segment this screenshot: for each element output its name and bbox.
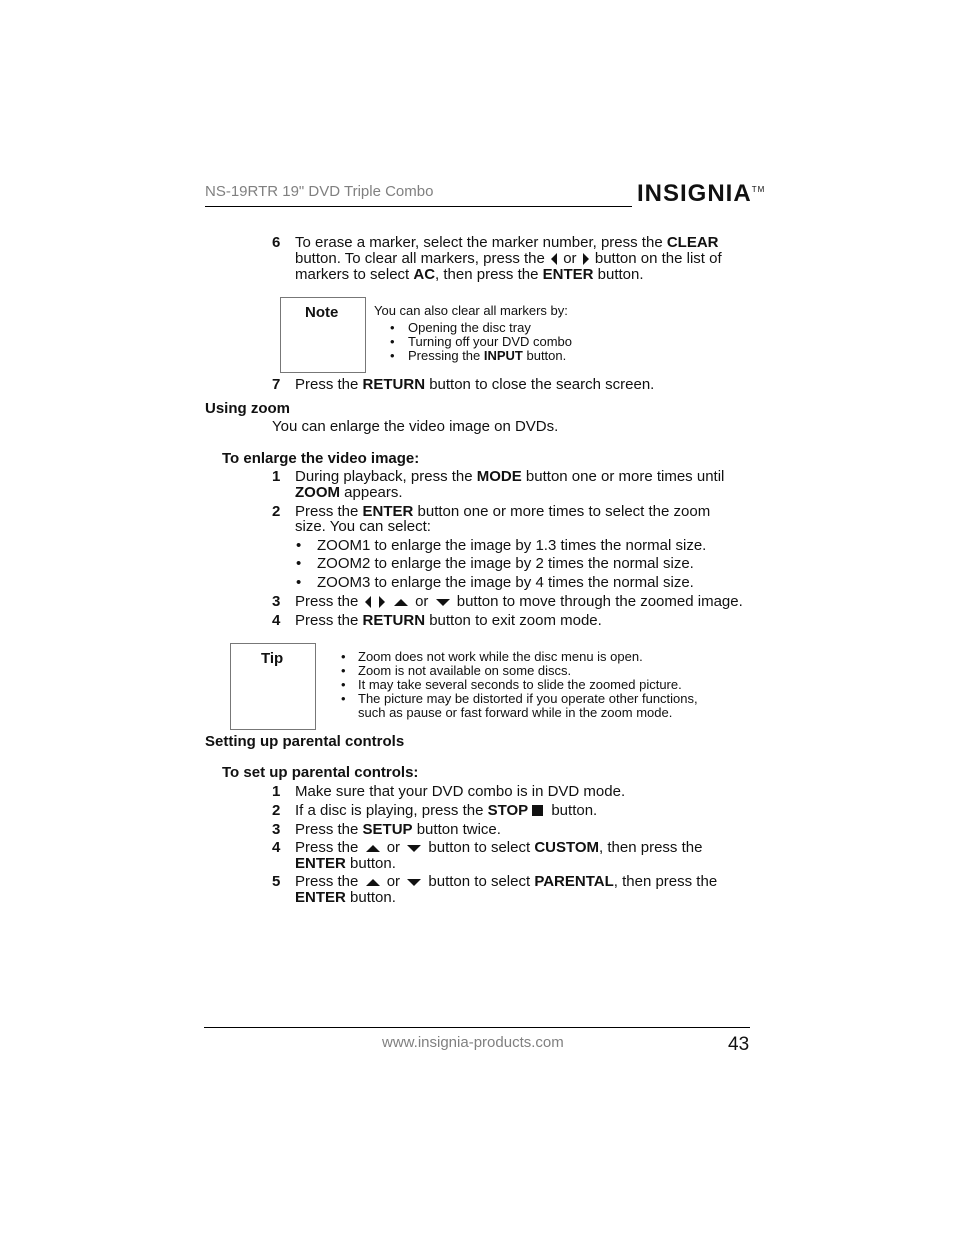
bullet: • — [296, 574, 302, 591]
insignia-logo — [637, 180, 765, 208]
up-arrow-icon — [366, 879, 380, 886]
text: To erase a marker, select the marker number, press the — [295, 234, 667, 251]
tip-item: It may take several seconds to slide the zoomed picture. — [358, 677, 682, 692]
note-intro: You can also clear all markers by: — [374, 303, 568, 318]
zoom-label: ZOOM — [295, 484, 340, 501]
left-arrow-icon — [365, 596, 371, 608]
text: During playback, press the — [295, 468, 477, 485]
step-number: 2 — [272, 503, 281, 520]
step-number: 4 — [272, 612, 281, 629]
enter-label: ENTER — [542, 266, 594, 283]
step-6-line-3 — [295, 267, 755, 283]
down-arrow-icon — [407, 879, 421, 886]
step-number: 1 — [272, 783, 281, 800]
tip-item-continued: such as pause or fast forward while in the zoom mode. — [358, 705, 673, 720]
enter-label: ENTER — [295, 855, 346, 872]
section-heading-zoom: Using zoom — [205, 400, 290, 417]
bullet: • — [390, 348, 395, 363]
up-arrow-icon — [394, 599, 408, 606]
parental-step-1: Make sure that your DVD combo is in DVD mode. — [295, 783, 626, 800]
step-number: 3 — [272, 593, 281, 610]
up-arrow-icon — [366, 845, 380, 852]
enter-label: ENTER — [362, 503, 414, 520]
zoom-option: ZOOM1 to enlarge the image by 1.3 times the normal size. — [317, 537, 707, 554]
left-arrow-icon — [551, 253, 557, 265]
parental-step-4-line-1 — [295, 840, 755, 856]
step-7 — [295, 377, 755, 393]
bullet: • — [390, 320, 395, 335]
text: Press the — [295, 593, 359, 610]
text: Pressing the — [408, 348, 484, 363]
note-item — [408, 349, 566, 363]
text: Press the — [295, 839, 359, 856]
custom-label: CUSTOM — [534, 839, 600, 856]
stop-icon — [532, 805, 543, 816]
page-number: 43 — [728, 1034, 750, 1055]
text: button. — [345, 889, 396, 906]
text: button on the list of — [594, 250, 722, 267]
subheading-enlarge: To enlarge the video image: — [222, 450, 420, 467]
text: button. — [593, 266, 644, 283]
step-number: 1 — [272, 468, 281, 485]
parental-step-3 — [295, 822, 755, 838]
text: button to close the search screen. — [425, 376, 655, 393]
or-text: or — [386, 873, 401, 890]
text: button one or more times to select the zoom — [413, 503, 711, 520]
step-number: 3 — [272, 821, 281, 838]
right-arrow-icon — [379, 596, 385, 608]
text: , then press the — [613, 873, 718, 890]
subheading-parental: To set up parental controls: — [222, 764, 419, 781]
enter-label: ENTER — [295, 889, 346, 906]
logo-text: INSIGNIA — [637, 180, 752, 207]
zoom-step-3 — [295, 594, 755, 610]
zoom-option: ZOOM2 to enlarge the image by 2 times the normal size. — [317, 555, 694, 572]
zoom-step-1-line-1 — [295, 469, 755, 485]
text: Press the — [295, 612, 363, 629]
text: , then press the — [599, 839, 703, 856]
or-text: or — [415, 593, 429, 610]
text: Press the — [295, 376, 363, 393]
mode-label: MODE — [476, 468, 522, 485]
note-item: Opening the disc tray — [408, 320, 531, 335]
tip-item: The picture may be distorted if you operate other functions, — [358, 691, 698, 706]
header-rule — [205, 206, 632, 207]
stop-label: STOP — [487, 802, 529, 819]
text: button twice. — [412, 821, 501, 838]
step-number: 4 — [272, 839, 281, 856]
text: button to select — [428, 873, 535, 890]
input-label: INPUT — [483, 348, 523, 363]
text: button to move through the zoomed image. — [456, 593, 743, 610]
bullet: • — [296, 555, 302, 572]
bullet: • — [341, 677, 346, 692]
step-number: 7 — [272, 376, 281, 393]
tip-label: Tip — [261, 650, 284, 667]
ac-label: AC — [413, 266, 436, 283]
down-arrow-icon — [436, 599, 450, 606]
return-label: RETURN — [362, 612, 426, 629]
text: button. — [551, 802, 598, 819]
parental-step-4-line-2 — [295, 856, 755, 872]
bullet: • — [341, 691, 346, 706]
zoom-step-2-line-2: size. You can select: — [295, 518, 431, 535]
tip-item: Zoom does not work while the disc menu is open. — [358, 649, 643, 664]
text: Press the — [295, 821, 363, 838]
text: button. — [345, 855, 396, 872]
down-arrow-icon — [407, 845, 421, 852]
step-6-line-1 — [295, 235, 755, 251]
section-heading-parental: Setting up parental controls — [205, 733, 405, 750]
step-number: 6 — [272, 234, 281, 251]
footer-url: www.insignia-products.com — [382, 1034, 564, 1051]
zoom-step-4 — [295, 613, 755, 629]
text: appears. — [340, 484, 403, 501]
text: Press the — [295, 873, 359, 890]
parental-label: PARENTAL — [534, 873, 614, 890]
right-arrow-icon — [583, 253, 589, 265]
bullet: • — [341, 649, 346, 664]
or-text: or — [563, 250, 577, 267]
zoom-intro: You can enlarge the video image on DVDs. — [272, 418, 559, 435]
return-label: RETURN — [362, 376, 426, 393]
zoom-option: ZOOM3 to enlarge the image by 4 times the normal size. — [317, 574, 694, 591]
logo-tm: TM — [751, 185, 766, 194]
parental-step-5-line-2 — [295, 890, 755, 906]
text: button one or more times until — [521, 468, 725, 485]
bullet: • — [341, 663, 346, 678]
parental-step-5-line-1 — [295, 874, 755, 890]
text: button to select — [428, 839, 535, 856]
footer-rule — [204, 1027, 750, 1028]
setup-label: SETUP — [362, 821, 413, 838]
text: If a disc is playing, press the — [295, 802, 488, 819]
note-item: Turning off your DVD combo — [408, 334, 573, 349]
parental-step-2 — [295, 803, 755, 819]
text: button. To clear all markers, press the — [295, 250, 550, 267]
text: markers to select — [295, 266, 414, 283]
header-title: NS-19RTR 19" DVD Triple Combo — [205, 183, 434, 200]
bullet: • — [390, 334, 395, 349]
or-text: or — [386, 839, 401, 856]
text: button to exit zoom mode. — [425, 612, 602, 629]
text: , then press the — [435, 266, 543, 283]
text: Press the — [295, 503, 363, 520]
bullet: • — [296, 537, 302, 554]
step-6-line-2 — [295, 251, 755, 267]
note-label: Note — [305, 304, 339, 321]
zoom-step-1-line-2 — [295, 485, 755, 501]
step-number: 2 — [272, 802, 281, 819]
tip-item: Zoom is not available on some discs. — [358, 663, 572, 678]
clear-label: CLEAR — [666, 234, 719, 251]
text: button. — [522, 348, 567, 363]
step-number: 5 — [272, 873, 281, 890]
